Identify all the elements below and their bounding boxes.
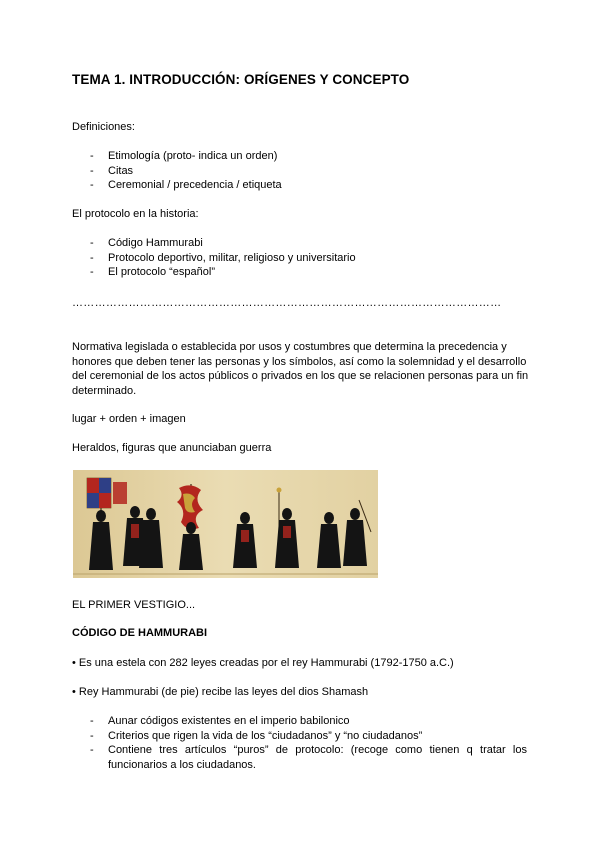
historia-label: El protocolo en la historia: [72,208,199,220]
list-item: - El protocolo “español” [90,266,216,278]
dotted-separator: …………………………………………………………………………………………………… [72,297,502,309]
formula-text: lugar + orden + imagen [72,413,186,425]
list-item: - Ceremonial / precedencia / etiqueta [90,179,282,191]
primer-vestigio-text: EL PRIMER VESTIGIO... [72,599,196,611]
list-item: - Etimología (proto- indica un orden) [90,150,278,162]
list-item: - Protocolo deportivo, militar, religioso y universitario [90,251,356,264]
list-item: - Aunar códigos existentes en el imperio babilonico [90,715,350,727]
bullet-estela: • Es una estela con 282 leyes creadas por el rey Hammurabi (1792-1750 a.C.) [72,657,454,669]
list-item: - Citas [90,164,134,177]
definiciones-list [72,149,527,193]
definiciones-label: Definiciones: [72,121,135,133]
codigo-hammurabi-heading: CÓDIGO DE HAMMURABI [72,627,208,639]
page-title: TEMA 1. INTRODUCCIÓN: ORÍGENES Y CONCEPTO [72,72,410,87]
hammurabi-list [72,714,527,772]
list-item: - Contiene tres artículos “puros” de protocolo: (recoge como tienen q tratar los funcionarios a los ciudadanos. [90,744,527,771]
definition-paragraph: Normativa legislada o establecida por usos y costumbres que determina la precedencia y honores que deben tener las personas y los símbolos, así como la solemnidad y el desarrollo del ceremonial de los actos públicos o privados en los que se relacionen personas para un fin determinado. [72,341,529,397]
list-item: - Criterios que rigen la vida de los “ciudadanos” y “no ciudadanos” [90,729,423,742]
bullet-shamash: • Rey Hammurabi (de pie) recibe las leyes del dios Shamash [72,686,369,698]
heraldos-procession-image [73,470,378,578]
historia-list [72,236,527,280]
heraldos-text: Heraldos, figuras que anunciaban guerra [72,442,272,454]
list-item: - Código Hammurabi [90,237,203,249]
